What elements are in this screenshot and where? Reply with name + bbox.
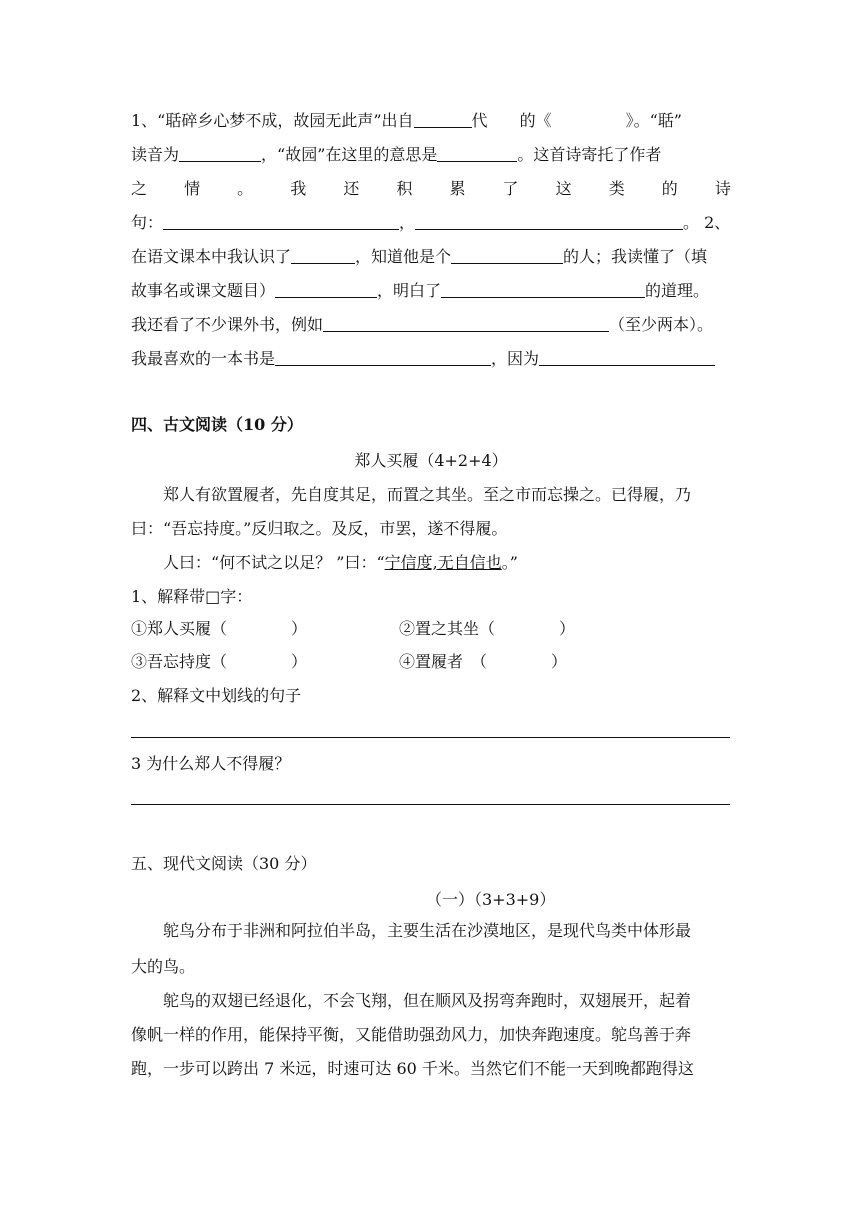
passage-text: 。” (501, 553, 518, 572)
blank-reason[interactable] (539, 345, 715, 366)
explain-row (131, 612, 731, 646)
underlined-sentence: 宁信度,无自信也 (384, 553, 502, 572)
explain-item: ②置之其坐（ (399, 619, 496, 638)
q2-line-1 (131, 240, 731, 274)
q2-text: 故事名或课文题目） (131, 281, 276, 300)
q1-line-3 (131, 172, 731, 206)
close-paren: ） (291, 652, 308, 671)
blank-books[interactable] (323, 311, 609, 332)
spread-char: 。 (237, 179, 254, 198)
blank-story-name[interactable] (275, 277, 377, 298)
passage-line: 郑人有欲置履者，先自度其足，而置之其坐。至之市而忘操之。已得履，乃 (163, 485, 692, 504)
q2-text: （至少两本）。 (609, 315, 714, 334)
q1-text: 1、“聒碎乡心梦不成，故园无此声”出自 (131, 111, 414, 130)
section4-heading: 四、古文阅读（10 分） (131, 415, 303, 434)
explain-row (131, 645, 731, 679)
explain-item: ①郑人买履（ (131, 619, 228, 638)
close-paren: ） (291, 619, 308, 638)
passage-line: 曰：“吾忘持度。”反归取之。及反，市罢，遂不得履。 (131, 519, 508, 538)
q2-text: ，明白了 (377, 281, 442, 300)
q1-line-1 (131, 104, 731, 138)
q1-text: 读音为 (131, 145, 180, 164)
passage-text: 人曰：“何不试之以足？ ”曰：“ (163, 553, 385, 572)
passage-line: 鸵鸟分布于非洲和阿拉伯半岛，主要生活在沙漠地区，是现代鸟类中体形最 (163, 921, 692, 940)
blank-poem-line-2[interactable] (415, 209, 683, 230)
passage-line: 像帆一样的作用，能保持平衡，又能借助强劲风力，加快奔跑速度。鸵鸟善于奔 (131, 1025, 692, 1044)
q2-line-4 (131, 342, 731, 376)
q1-text: ， (399, 213, 416, 232)
section4-title: 郑人买履（4+2+4） (354, 451, 508, 470)
spread-char: 类 (608, 179, 625, 198)
spread-char: 累 (449, 179, 466, 198)
passage-line: 大的鸟。 (131, 957, 196, 976)
blank-poem-line-1[interactable] (163, 209, 399, 230)
q1-text: 的《 (519, 111, 552, 130)
section5-heading: 五、现代文阅读（30 分） (131, 854, 317, 873)
blank-favorite-book[interactable] (275, 345, 491, 366)
passage-line: 鸵鸟的双翅已经退化，不会飞翔，但在顺风及拐弯奔跑时，双翅展开，起着 (163, 991, 692, 1010)
q2-text: 我还看了不少课外书，例如 (131, 315, 324, 334)
q2-text: ，知道他是个 (355, 247, 452, 266)
blank-person[interactable] (291, 243, 355, 264)
q1-text: 。这首诗寄托了作者 (517, 145, 662, 164)
section5-subtitle: （一）（3+3+9） (426, 890, 556, 909)
spread-char: 我 (290, 179, 307, 198)
question-label: 2、解释文中划线的句子 (131, 686, 302, 705)
q2-text: 我最喜欢的一本书是 (131, 349, 276, 368)
spread-char: 诗 (714, 179, 731, 198)
spread-char: 的 (661, 179, 678, 198)
close-paren: ） (559, 619, 576, 638)
explain-item: ③吾忘持度（ (131, 652, 228, 671)
q2-text: 的人；我读懂了（填 (563, 247, 708, 266)
q2-line-3 (131, 308, 731, 342)
close-paren: ） (551, 652, 568, 671)
q1-text: ，“故园”在这里的意思是 (261, 145, 438, 164)
blank-pronunciation[interactable] (179, 141, 261, 162)
passage-line: 跑，一步可以跨出 7 米远，时速可达 60 千米。当然它们不能一天到晚都跑得这 (131, 1059, 694, 1078)
spread-char: 情 (184, 179, 201, 198)
blank-meaning[interactable] (437, 141, 517, 162)
blank-dynasty[interactable] (414, 107, 472, 128)
answer-line[interactable] (131, 804, 730, 805)
spread-char: 还 (343, 179, 360, 198)
q1-line-4 (131, 206, 731, 240)
blank-character[interactable] (451, 243, 563, 264)
spread-char: 积 (396, 179, 413, 198)
q1-text: 句： (131, 213, 164, 232)
q1-text: 代 (471, 111, 488, 130)
question-label: 3 为什么郑人不得履？ (131, 754, 291, 773)
question-label: 1、解释带□字： (131, 587, 253, 606)
spread-char: 之 (131, 179, 148, 198)
q2-text: ，因为 (491, 349, 540, 368)
q1-line-2 (131, 138, 731, 172)
spread-char: 这 (555, 179, 572, 198)
q2-text: 在语文课本中我认识了 (131, 247, 292, 266)
spread-char: 了 (502, 179, 519, 198)
blank-lesson[interactable] (441, 277, 645, 298)
q2-line-2 (131, 274, 731, 308)
explain-item: ④置履者 （ (399, 652, 488, 671)
q1-text: 》。“聒” (625, 111, 682, 130)
answer-line[interactable] (131, 737, 730, 738)
q1-text: 。 2、 (683, 213, 731, 232)
passage-line (131, 546, 731, 580)
q2-text: 的道理。 (645, 281, 710, 300)
